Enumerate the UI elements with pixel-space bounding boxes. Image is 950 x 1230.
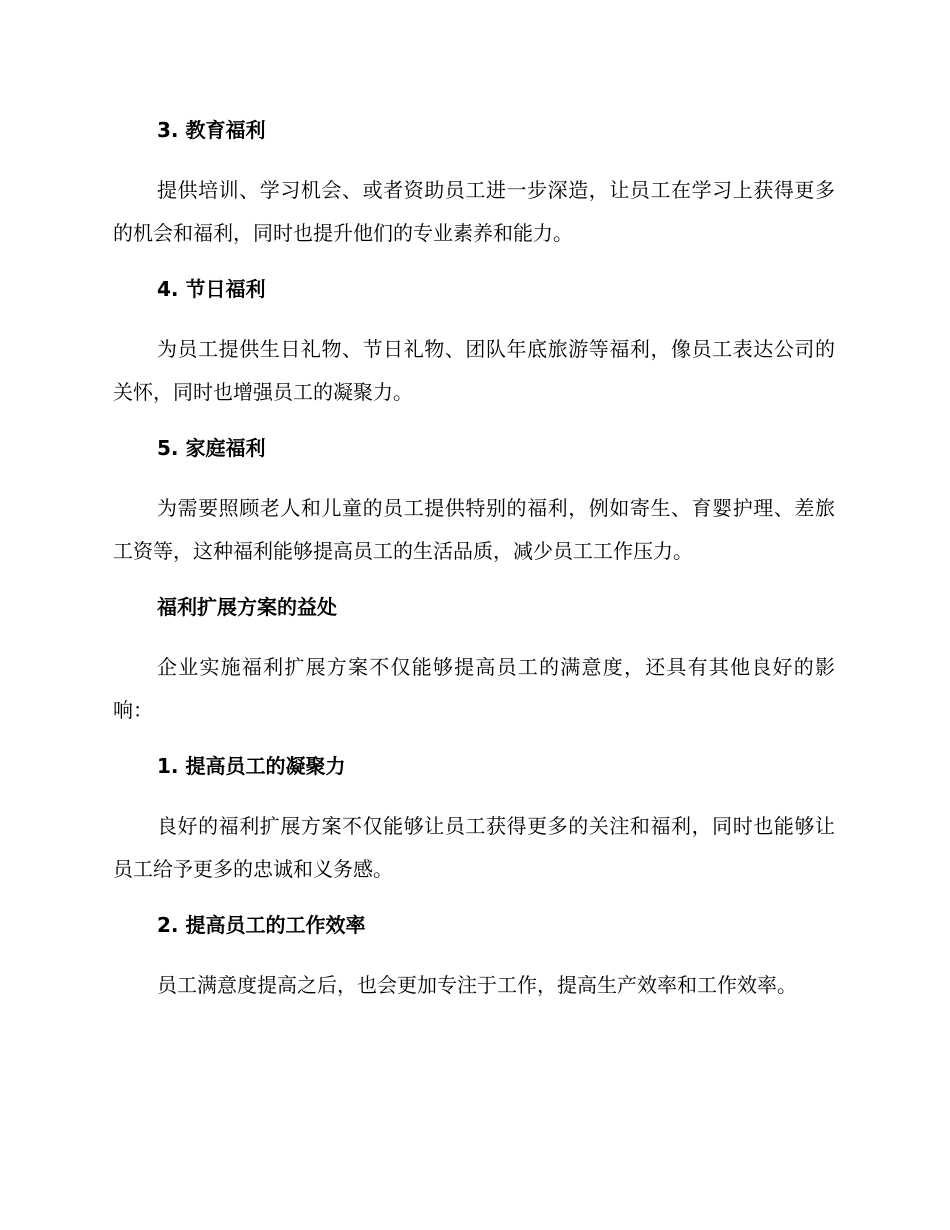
section-heading-cohesion: 1. 提高员工的凝聚力 <box>157 754 346 778</box>
section-heading-benefits-advantages: 福利扩展方案的益处 <box>157 595 337 619</box>
section-body-holiday-benefits: 为员工提供生日礼物、节日礼物、团队年底旅游等福利，像员工表达公司的关怀，同时也增强员工的凝聚力。 <box>113 337 835 404</box>
section-heading-efficiency: 2. 提高员工的工作效率 <box>157 913 366 937</box>
section-body-family-benefits: 为需要照顾老人和儿童的员工提供特别的福利，例如寄生、育婴护理、差旅工资等，这种福利能够提高员工的生活品质，减少员工工作压力。 <box>113 496 835 563</box>
section-body-cohesion: 良好的福利扩展方案不仅能够让员工获得更多的关注和福利，同时也能够让员工给予更多的忠诚和义务感。 <box>113 814 835 881</box>
document-body <box>113 110 835 1007</box>
section-body-benefits-advantages: 企业实施福利扩展方案不仅能够提高员工的满意度，还具有其他良好的影响： <box>113 655 835 722</box>
section-heading-holiday-benefits: 4. 节日福利 <box>157 277 266 301</box>
section-heading-family-benefits: 5. 家庭福利 <box>157 436 266 460</box>
section-heading-education-benefits: 3. 教育福利 <box>157 118 266 142</box>
section-body-education-benefits: 提供培训、学习机会、或者资助员工进一步深造，让员工在学习上获得更多的机会和福利，同时也提升他们的专业素养和能力。 <box>113 178 835 245</box>
section-body-efficiency: 员工满意度提高之后，也会更加专注于工作，提高生产效率和工作效率。 <box>157 973 797 997</box>
